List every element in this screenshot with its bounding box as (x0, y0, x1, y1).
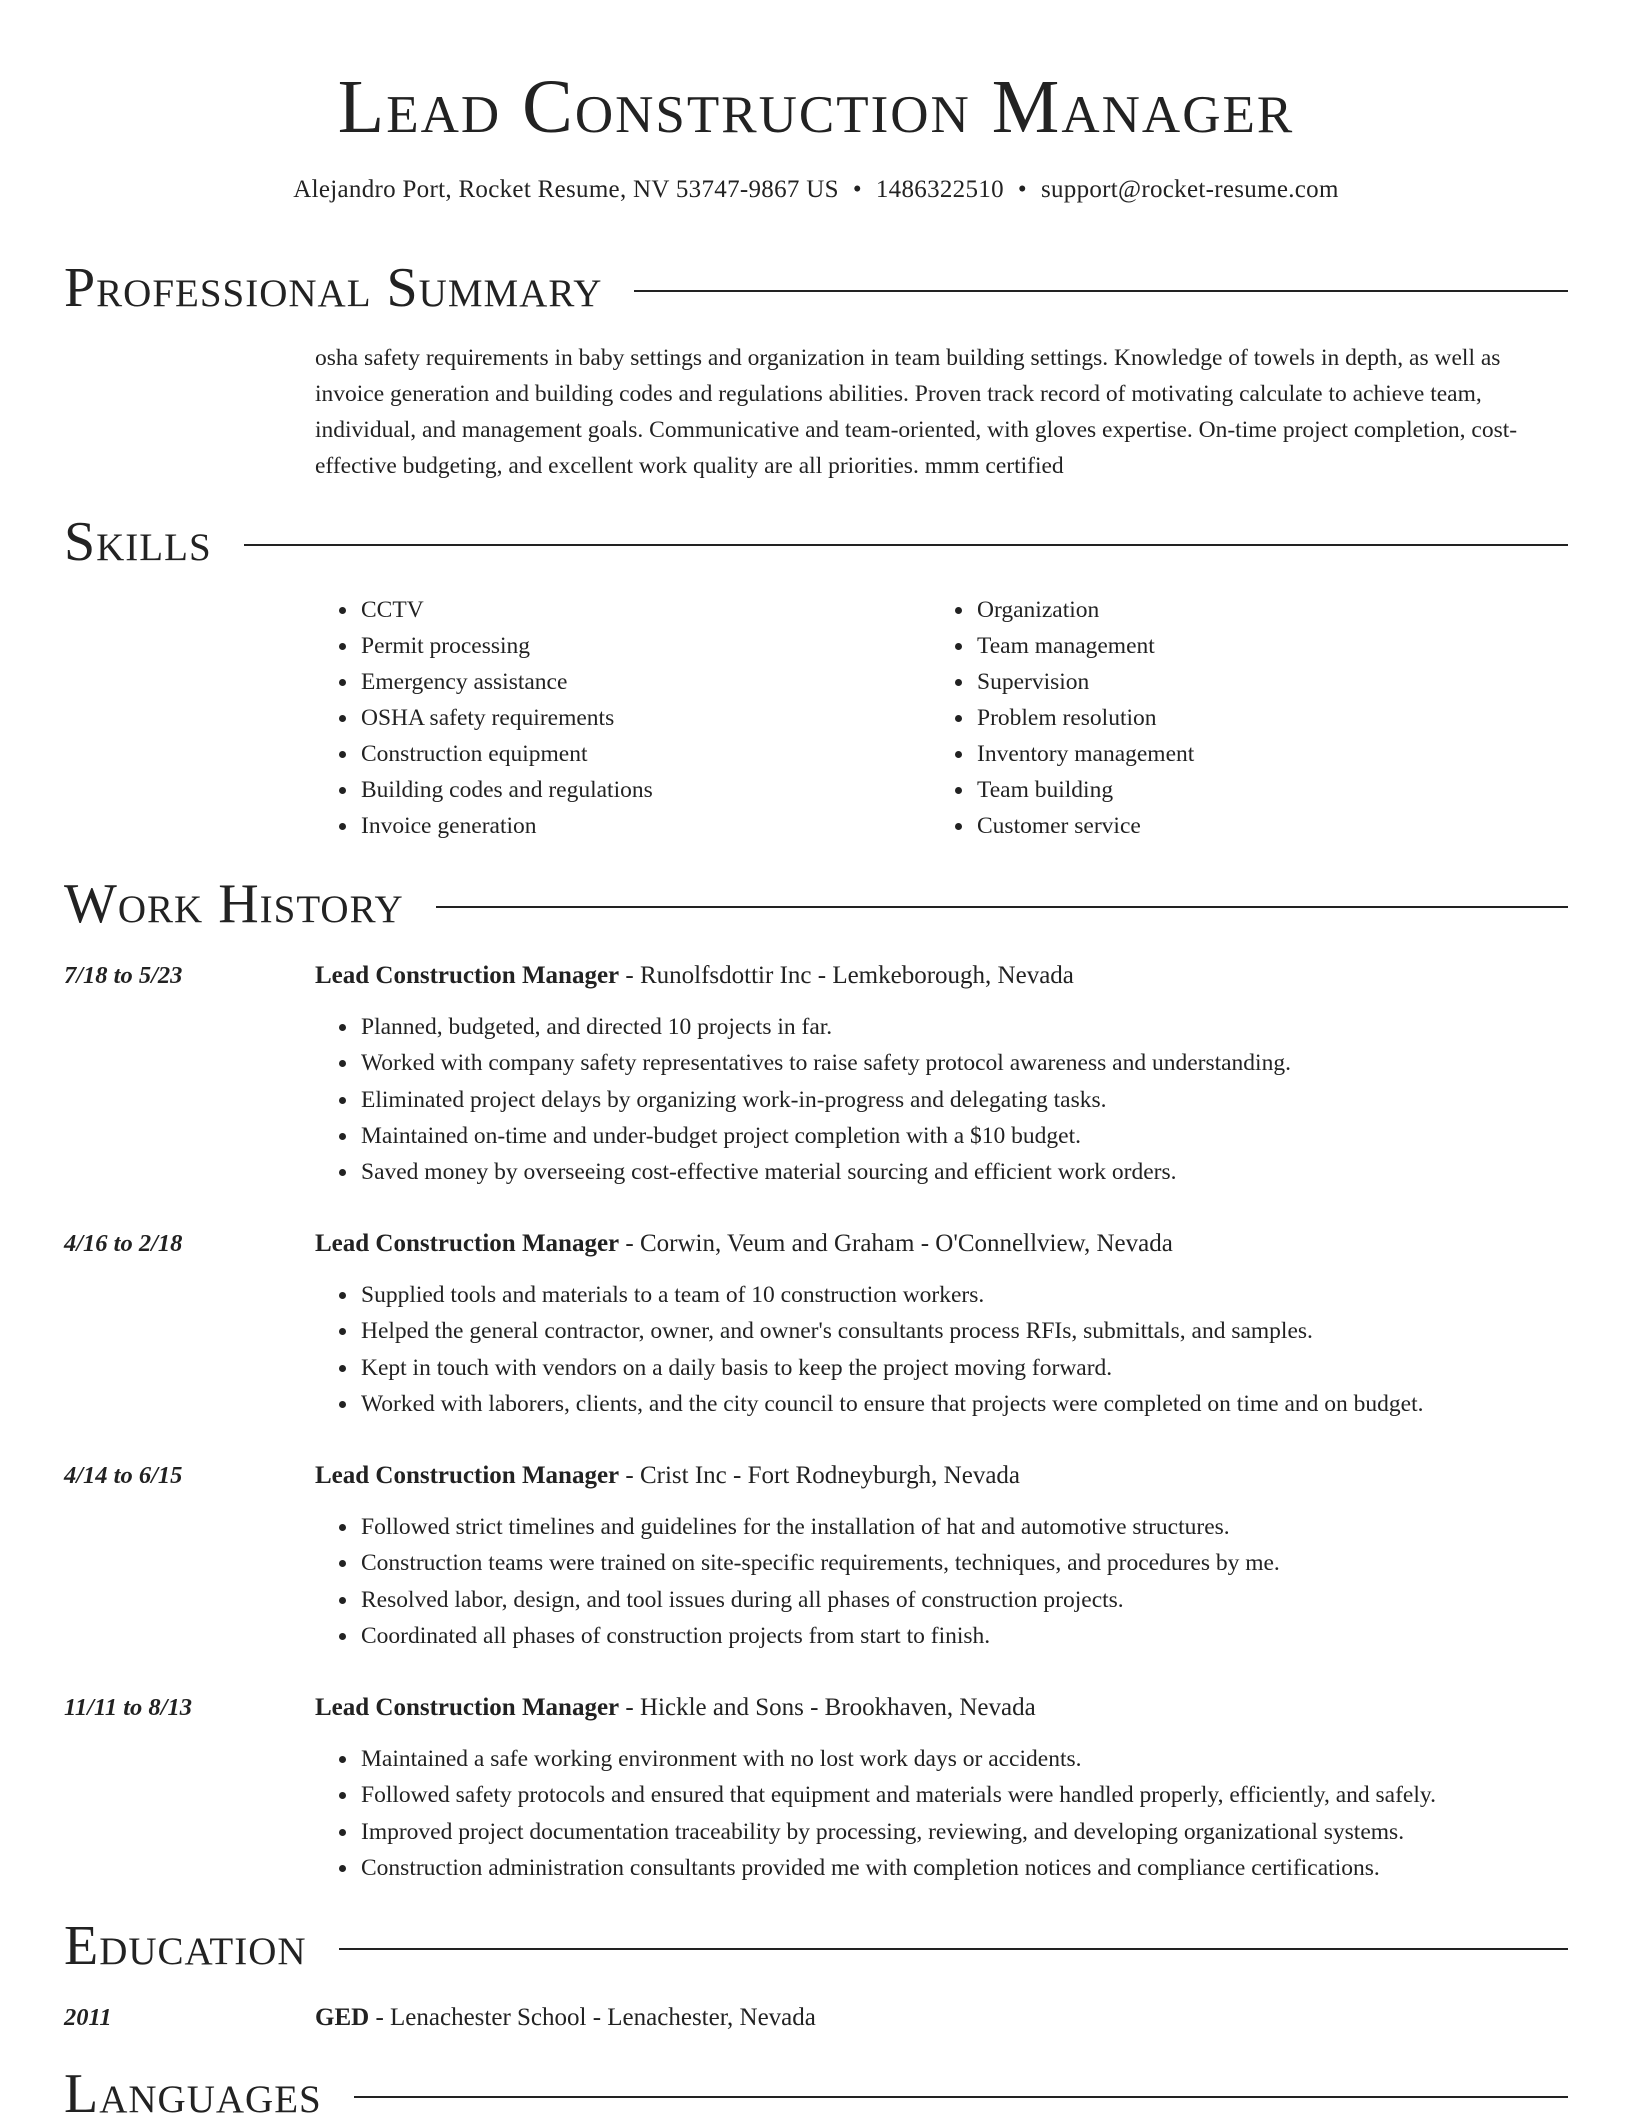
job-heading (315, 1460, 1020, 1492)
skill-item: • Customer service (975, 808, 1194, 844)
job-details: - Crist Inc - Fort Rodneyburgh, Nevada (619, 1462, 1021, 1489)
contact-separator: • (1017, 176, 1027, 203)
education-degree: GED (315, 2004, 370, 2031)
contact-email[interactable]: support@rocket-resume.com (1040, 176, 1339, 203)
section-title: Professional Summary (64, 257, 603, 319)
job-bullets (315, 1509, 1619, 1654)
job-bullets (315, 1009, 1619, 1190)
job-dates: 4/16 to 2/18 (64, 1230, 183, 1257)
skill-item: • Construction equipment (359, 736, 653, 772)
job-heading (315, 960, 1074, 992)
job-title: Lead Construction Manager (315, 1230, 620, 1257)
skill-item: • Supervision (975, 664, 1194, 700)
skill-item: • Inventory management (975, 736, 1194, 772)
job-details: - Hickle and Sons - Brookhaven, Nevada (619, 1694, 1036, 1721)
section-divider (436, 906, 1568, 908)
section-title: Work History (64, 873, 404, 935)
section-heading-education (64, 1914, 1568, 1978)
job-bullet: • Saved money by overseeing cost-effective material sourcing and efficient work orders. (359, 1154, 1619, 1190)
job-bullets (315, 1741, 1619, 1886)
job-bullet: • Improved project documentation traceability by processing, reviewing, and developing organizational systems. (359, 1814, 1619, 1850)
job-bullet: • Construction administration consultants provided me with completion notices and compliance certifications. (359, 1850, 1619, 1886)
job-bullet: • Followed safety protocols and ensured that equipment and materials were handled properly, efficiently, and safely. (359, 1777, 1619, 1813)
job-title: Lead Construction Manager (315, 962, 620, 989)
section-heading-languages (64, 2062, 1568, 2126)
job-heading (315, 1228, 1173, 1260)
section-heading-skills (64, 510, 1568, 574)
job-bullet: • Planned, budgeted, and directed 10 projects in far. (359, 1009, 1619, 1045)
job-details: - Corwin, Veum and Graham - O'Connellview, Nevada (619, 1230, 1173, 1257)
section-divider (354, 2096, 1568, 2098)
contact-line (0, 174, 1632, 206)
section-divider (244, 544, 1568, 546)
section-title: Languages (64, 2063, 322, 2125)
job-title: Lead Construction Manager (315, 1462, 620, 1489)
resume-title: Lead Construction Manager (337, 65, 1295, 149)
job-bullet: • Maintained on-time and under-budget project completion with a $10 budget. (359, 1118, 1619, 1154)
skill-item: • Invoice generation (359, 808, 653, 844)
job-dates: 4/14 to 6/15 (64, 1462, 183, 1489)
skill-item: • Problem resolution (975, 700, 1194, 736)
job-bullet: • Kept in touch with vendors on a daily basis to keep the project moving forward. (359, 1350, 1619, 1386)
job-dates: 7/18 to 5/23 (64, 962, 183, 989)
section-divider (339, 1948, 1568, 1950)
job-bullet: • Maintained a safe working environment with no lost work days or accidents. (359, 1741, 1619, 1777)
job-details: - Runolfsdottir Inc - Lemkeborough, Nevada (619, 962, 1074, 989)
skill-item: • Team management (975, 628, 1194, 664)
summary-text: osha safety requirements in baby settings and organization in team building settings. Knowledge of towels in depth, as well as invoice generation and building codes and regulations abilities. Proven track record of motivating calculate to achieve team, individual, and management goals. Communicative and team-oriented, with gloves expertise. On-time project completion, cost-effective budgeting, and excellent work quality are all priorities. mmm certified (315, 345, 1518, 479)
job-bullets (315, 1277, 1619, 1422)
job-dates: 11/11 to 8/13 (64, 1694, 192, 1721)
job-bullet: • Worked with laborers, clients, and the city council to ensure that projects were completed on time and on budget. (359, 1386, 1619, 1422)
section-heading-work (64, 872, 1568, 936)
job-bullet: • Helped the general contractor, owner, and owner's consultants process RFIs, submittals, and samples. (359, 1313, 1619, 1349)
section-title: Education (64, 1915, 307, 1977)
job-bullet: • Coordinated all phases of construction projects from start to finish. (359, 1618, 1619, 1654)
education-heading (315, 2002, 816, 2034)
contact-phone: 1486322510 (875, 176, 1004, 203)
skill-item: • CCTV (359, 592, 653, 628)
job-bullet: • Construction teams were trained on site-specific requirements, techniques, and procedures by me. (359, 1545, 1619, 1581)
skill-item: • Building codes and regulations (359, 772, 653, 808)
job-bullet: • Supplied tools and materials to a team of 10 construction workers. (359, 1277, 1619, 1313)
skill-item: • Emergency assistance (359, 664, 653, 700)
job-bullet: • Eliminated project delays by organizing work-in-progress and delegating tasks. (359, 1082, 1619, 1118)
job-bullet: • Worked with company safety representatives to raise safety protocol awareness and understanding. (359, 1045, 1619, 1081)
section-heading-summary (64, 256, 1568, 320)
education-year: 2011 (64, 2004, 112, 2031)
skill-item: • OSHA safety requirements (359, 700, 653, 736)
skills-list-left (315, 592, 653, 844)
section-divider (634, 290, 1568, 292)
skill-item: • Team building (975, 772, 1194, 808)
contact-address: Alejandro Port, Rocket Resume, NV 53747-9867 US (293, 176, 839, 203)
job-title: Lead Construction Manager (315, 1694, 620, 1721)
skill-item: • Permit processing (359, 628, 653, 664)
job-heading (315, 1692, 1036, 1724)
contact-separator: • (852, 176, 862, 203)
skill-item: • Organization (975, 592, 1194, 628)
education-details: - Lenachester School - Lenachester, Nevada (369, 2004, 816, 2031)
skills-list-right (931, 592, 1194, 844)
job-bullet: • Resolved labor, design, and tool issues during all phases of construction projects. (359, 1582, 1619, 1618)
section-title: Skills (64, 511, 212, 573)
job-bullet: • Followed strict timelines and guidelines for the installation of hat and automotive structures. (359, 1509, 1619, 1545)
